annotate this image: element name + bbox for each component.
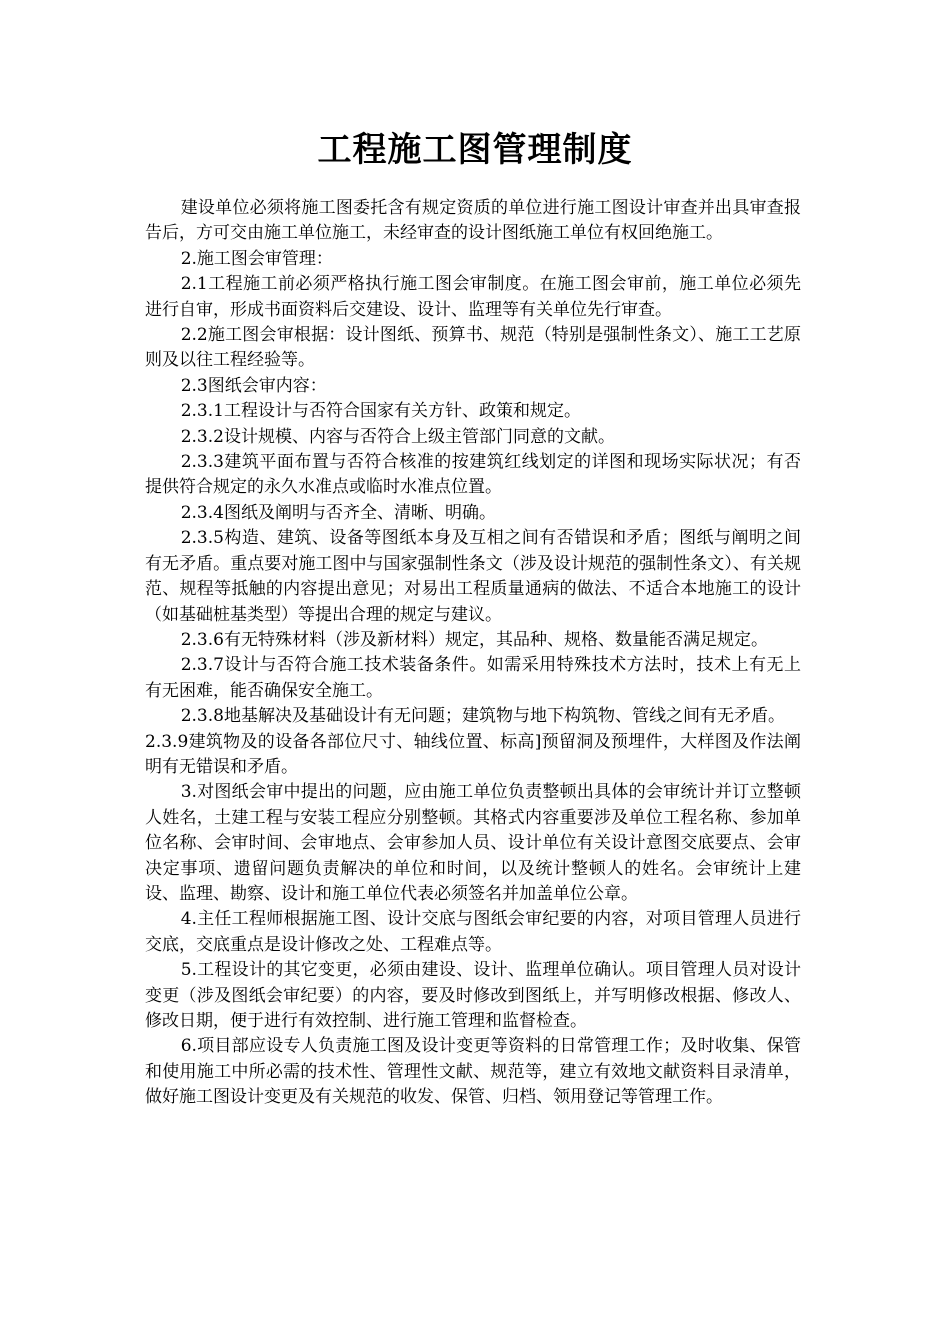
paragraph: 2.1工程施工前必须严格执行施工图会审制度。在施工图会审前，施工单位必须先进行自审，形成书面资料后交建设、设计、监理等有关单位先行审查。 (145, 274, 801, 320)
paragraph: 2.3.3建筑平面布置与否符合核准的按建筑红线划定的详图和现场实际状况；有否提供符合规定的永久水准点或临时水准点位置。 (145, 452, 801, 498)
paragraph: 2.2施工图会审根据：设计图纸、预算书、规范（特别是强制性条文）、施工工艺原则及以往工程经验等。 (145, 325, 801, 371)
paragraph: 2.3.4图纸及阐明与否齐全、清晰、明确。 (180, 502, 496, 523)
paragraph: 2.3.7设计与否符合施工技术装备条件。如需采用特殊技术方法时，技术上有无上有无困难，能否确保安全施工。 (145, 655, 801, 701)
paragraph: 2.3.9建筑物及的设备各部位尺寸、轴线位置、标高]预留洞及预埋件，大样图及作法阐明有无错误和矛盾。 (145, 731, 801, 777)
paragraph: 2.施工图会审管理： (180, 248, 333, 269)
paragraph: 6.项目部应设专人负责施工图及设计变更等资料的日常管理工作；及时收集、保管和使用施工中所必需的技术性、管理性文献、规范等，建立有效地文献资料目录清单，做好施工图设计变更及有关规范的收发、保管、归档、领用登记等管理工作。 (145, 1036, 801, 1108)
paragraph: 2.3.1工程设计与否符合国家有关方针、政策和规定。 (180, 401, 581, 422)
paragraph: 2.3图纸会审内容： (180, 375, 327, 396)
paragraph: 2.3.8地基解决及基础设计有无问题；建筑物与地下构筑物、管线之间有无矛盾。 (180, 706, 785, 727)
document-title: 工程施工图管理制度 (317, 130, 633, 170)
paragraph: 4.主任工程师根据施工图、设计交底与图纸会审纪要的内容，对项目管理人员进行交底，交底重点是设计修改之处、工程难点等。 (145, 909, 801, 955)
paragraph: 建设单位必须将施工图委托含有规定资质的单位进行施工图设计审查并出具审查报告后，方可交由施工单位施工，未经审查的设计图纸施工单位有权回绝施工。 (145, 198, 801, 244)
paragraph: 2.3.2设计规模、内容与否符合上级主管部门同意的文献。 (180, 426, 615, 447)
paragraph: 2.3.5构造、建筑、设备等图纸本身及互相之间有否错误和矛盾；图纸与阐明之间有无矛盾。重点要对施工图中与国家强制性条文（涉及设计规范的强制性条文）、有关规范、规程等抵触的内容提出意见；对易出工程质量通病的做法、不适合本地施工的设计（如基础桩基类型）等提出合理的规定与建议。 (145, 528, 801, 625)
paragraph: 2.3.6有无特殊材料（涉及新材料）规定，其品种、规格、数量能否满足规定。 (180, 629, 768, 650)
document-body (145, 196, 801, 1111)
paragraph: 3.对图纸会审中提出的问题，应由施工单位负责整顿出具体的会审统计并订立整顿人姓名，土建工程与安装工程应分别整顿。其格式内容重要涉及单位工程名称、参加单位名称、会审时间、会审地点、会审参加人员、设计单位有关设计意图交底要点、会审决定事项、遗留问题负责解决的单位和时间，以及统计整顿人的姓名。会审统计上建设、监理、勘察、设计和施工单位代表必须签名并加盖单位公章。 (145, 782, 801, 904)
paragraph: 5.工程设计的其它变更，必须由建设、设计、监理单位确认。项目管理人员对设计变更（涉及图纸会审纪要）的内容，要及时修改到图纸上，并写明修改根据、修改人、修改日期，便于进行有效控制、进行施工管理和监督检查。 (145, 960, 801, 1031)
